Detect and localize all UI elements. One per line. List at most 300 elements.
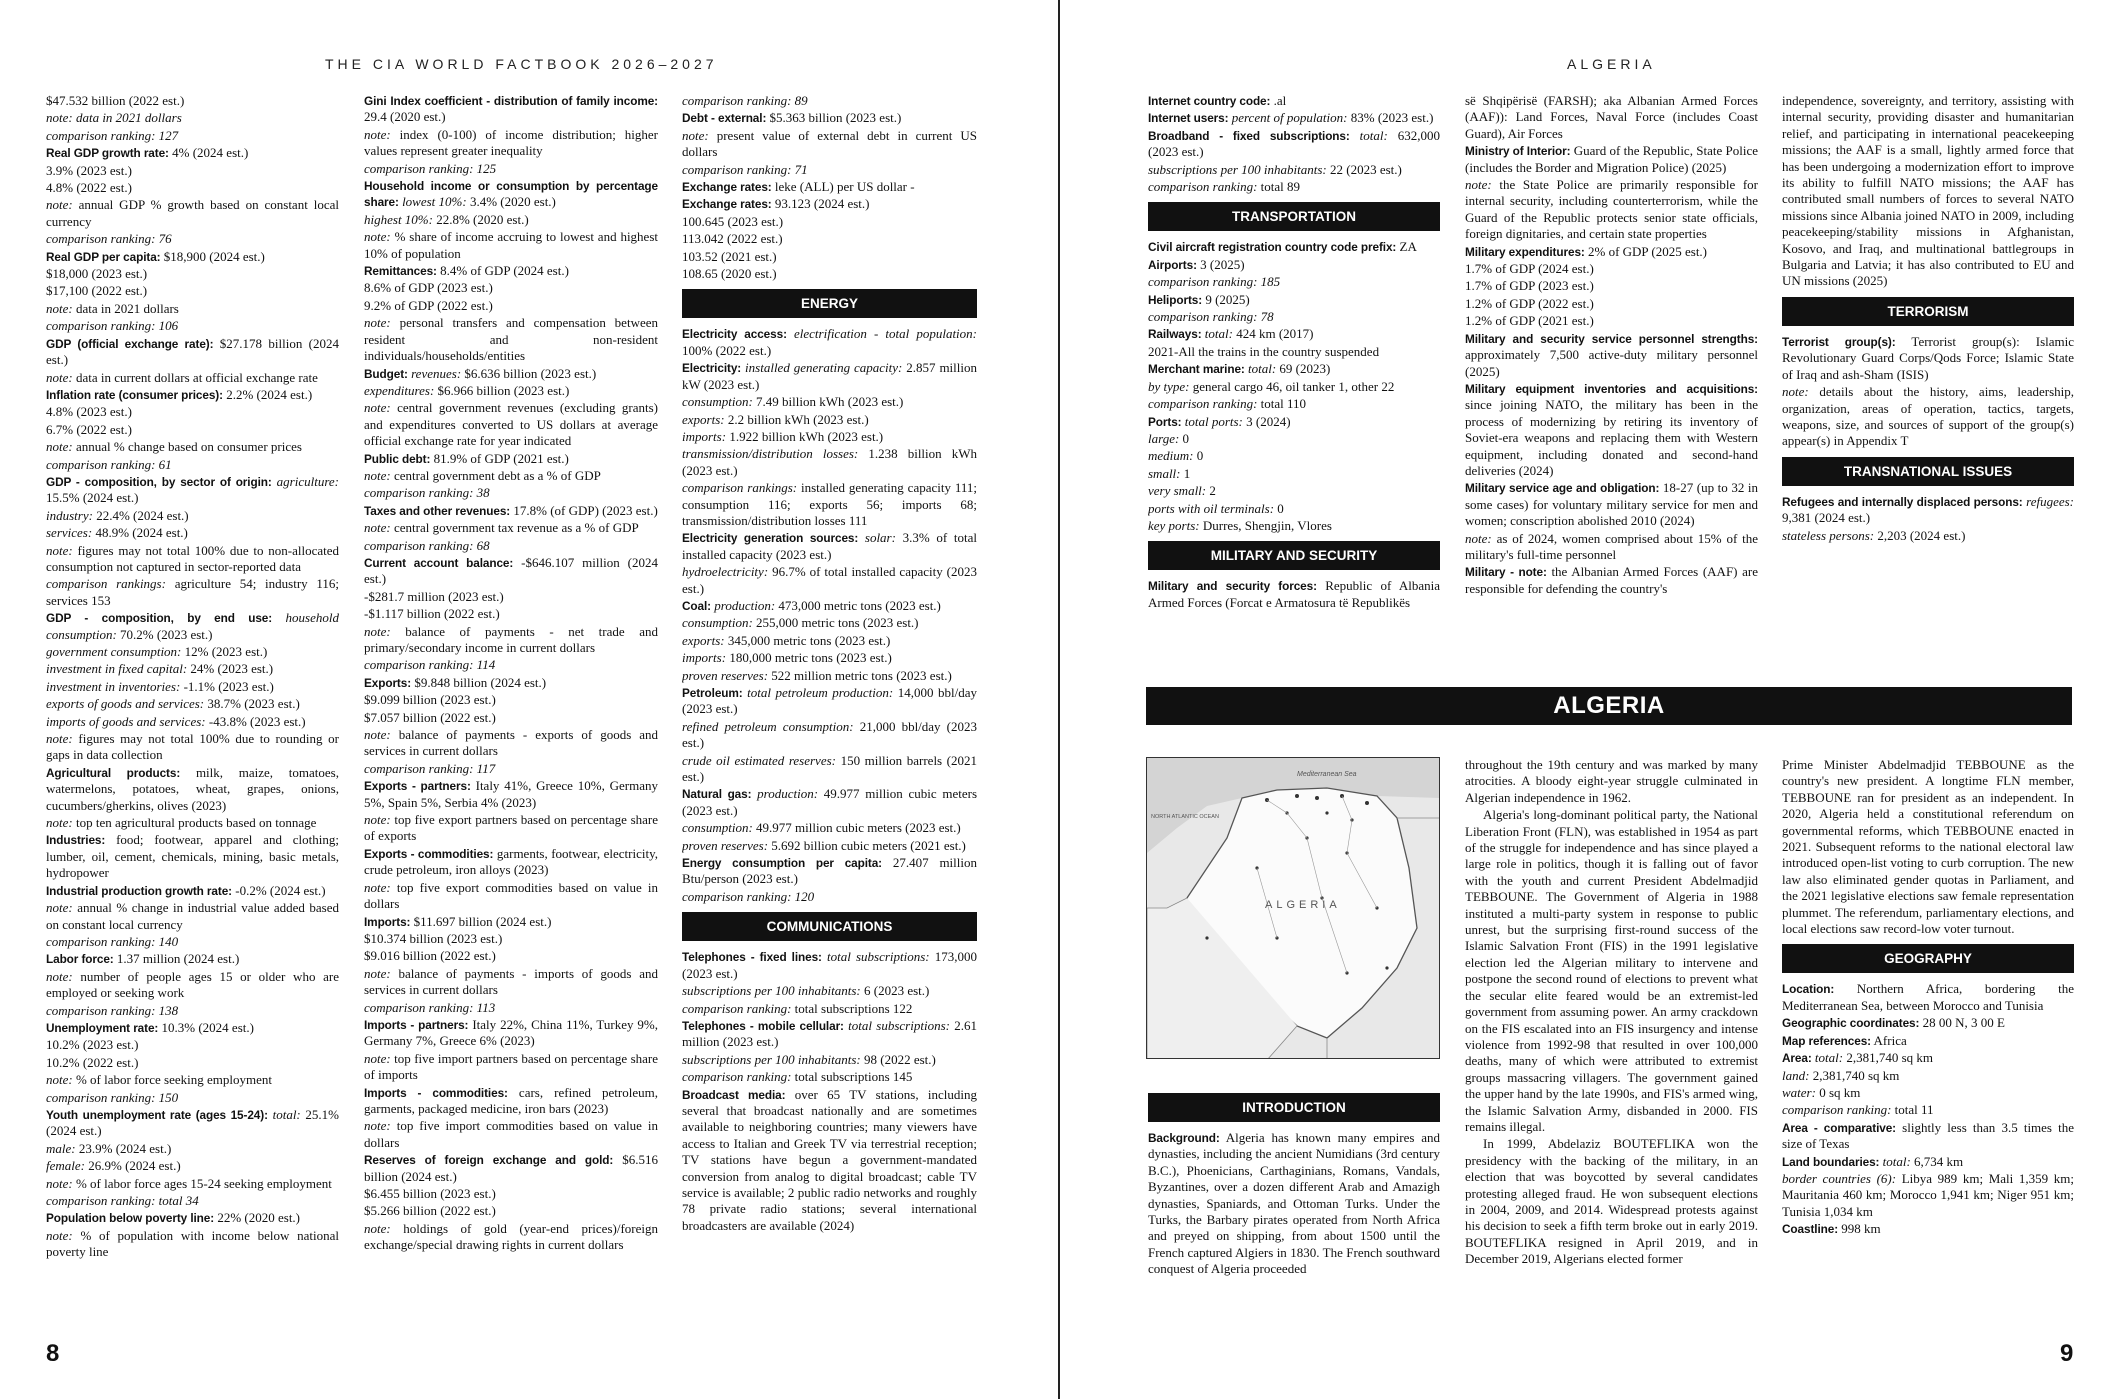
- fact-value: $5.363 billion (2023 est.): [769, 110, 902, 126]
- fact-sublabel: total subscriptions:: [848, 1017, 950, 1033]
- fact-ranking: comparison ranking: 117: [364, 760, 496, 776]
- fact-entry: [364, 212, 658, 228]
- fact-ranking: comparison ranking: 61: [46, 456, 172, 472]
- fact-entry: [364, 315, 658, 364]
- fact-label: Terrorist group(s):: [1782, 334, 1896, 349]
- fact-value: top five import partners based on percentage share of imports: [364, 1050, 658, 1083]
- fact-value: 0: [1277, 500, 1284, 516]
- fact-sublabel: comparison rankings:: [46, 576, 166, 592]
- fact-entry: [1465, 313, 1758, 329]
- fact-entry: [682, 753, 977, 786]
- fact-value: installed generating capacity 111; consumption 116; exports 56; imports 68; transmission/distribution losses 111: [682, 480, 977, 528]
- fact-sublabel: production:: [714, 597, 776, 613]
- fact-value: the State Police are primarily responsible for internal security, including counterterrorism, while the Guard of the Republic protects senior state officials, foreign dignitaries, and certain state properties: [1465, 177, 1758, 242]
- fact-entry: [46, 714, 339, 730]
- fact-entry: [1148, 483, 1440, 499]
- fact-entry: [364, 520, 658, 536]
- fact-value: data in current dollars at official exchange rate: [75, 369, 318, 385]
- fact-sublabel: solar:: [864, 530, 896, 546]
- fact-value: 2.2 billion kWh (2023 est.): [727, 411, 869, 427]
- fact-entry: [46, 525, 339, 541]
- fact-label: Remittances:: [364, 264, 437, 279]
- fact-sublabel: land:: [1782, 1067, 1810, 1083]
- fact-ranking: comparison ranking: 106: [46, 318, 179, 334]
- fact-entry: [364, 280, 658, 296]
- fact-note-label: note:: [46, 900, 73, 916]
- fact-entry: [46, 1020, 339, 1036]
- fact-note-label: note:: [364, 965, 391, 981]
- fact-value: 22.4% (2024 est.): [96, 507, 189, 523]
- algeria-geography-column: [1782, 757, 2074, 1323]
- fact-sublabel: comparison ranking:: [1148, 396, 1258, 412]
- map-ocean-label: NORTH ATLANTIC OCEAN: [1151, 814, 1219, 820]
- fact-label: Industries:: [46, 833, 106, 848]
- fact-value: as of 2024, women comprised about 15% of the military's full-time personnel: [1465, 530, 1758, 562]
- fact-value: 21,000 bbl/day (2023 est.): [682, 718, 977, 751]
- fact-entry: [1782, 384, 2074, 450]
- fact-sublabel: comparison ranking:: [682, 1069, 792, 1085]
- fact-entry: [364, 383, 658, 399]
- fact-entry: [682, 196, 977, 212]
- fact-label: Exports:: [364, 675, 412, 690]
- fact-sublabel: agriculture:: [276, 473, 339, 489]
- fact-entry: [1148, 396, 1440, 412]
- fact-label: Internet country code:: [1148, 94, 1271, 108]
- fact-value: 2021-All the trains in the country suspended: [1148, 343, 1380, 359]
- fact-value: 6.7% (2022 est.): [46, 421, 132, 437]
- fact-entry: [46, 283, 339, 299]
- fact-entry: [46, 934, 339, 950]
- fact-value: .al: [1273, 93, 1287, 108]
- fact-value: $17,100 (2022 est.): [46, 283, 148, 299]
- running-header-right: ALGERIA: [1567, 56, 1656, 72]
- fact-value: 108.65 (2020 est.): [682, 266, 777, 282]
- fact-note-label: note:: [364, 1050, 391, 1066]
- fact-label: Current account balance:: [364, 555, 514, 570]
- fact-value: 345,000 metric tons (2023 est.): [727, 632, 891, 648]
- fact-entry: [364, 1000, 658, 1016]
- fact-entry: [364, 880, 658, 913]
- fact-entry: [364, 778, 658, 811]
- fact-entry: [682, 598, 977, 614]
- fact-value: 25.1% (2024 est.): [46, 1106, 339, 1139]
- fact-entry: [364, 624, 658, 657]
- algeria-history-column: [1465, 757, 1758, 1323]
- fact-value: $5.266 billion (2022 est.): [364, 1203, 496, 1219]
- fact-label: Gini Index coefficient - distribution of family income:: [364, 94, 658, 108]
- fact-entry: [1782, 1033, 2074, 1049]
- fact-entry: [46, 1193, 339, 1209]
- fact-value: approximately 7,500 active-duty military personnel (2025): [1465, 347, 1758, 379]
- fact-value: 3.3% of total installed capacity (2023 est.): [682, 530, 977, 562]
- fact-entry: [46, 145, 339, 161]
- fact-value: 0: [1196, 448, 1204, 464]
- fact-entry: [1465, 531, 1758, 564]
- fact-entry: [1782, 334, 2074, 383]
- fact-value: 1.37 million (2024 est.): [116, 951, 240, 967]
- fact-entry: [46, 610, 339, 643]
- fact-entry: [46, 543, 339, 576]
- left-column-1: [46, 93, 339, 1323]
- fact-value: 9,381 (2024 est.): [1782, 510, 1871, 526]
- fact-note-label: note:: [46, 542, 73, 558]
- fact-label: Military equipment inventories and acquisitions:: [1465, 381, 1758, 396]
- fact-value: $18,900 (2024 est.): [163, 248, 265, 264]
- right-column-3: [1782, 93, 2074, 653]
- section-heading: TRANSPORTATION: [1148, 202, 1440, 231]
- fact-ranking: comparison ranking: 125: [364, 160, 497, 176]
- fact-label: Ministry of Interior:: [1465, 144, 1571, 159]
- fact-value: 3.4% (2020 est.): [469, 194, 556, 210]
- fact-value: Guard of the Republic, State Police (includes the Border and Migration Police) (2025): [1465, 143, 1758, 175]
- fact-label: Location:: [1782, 982, 1835, 997]
- fact-entry: [1148, 578, 1440, 611]
- section-heading: GEOGRAPHY: [1782, 944, 2074, 973]
- fact-entry: [1782, 1120, 2074, 1153]
- fact-value: 9.2% of GDP (2022 est.): [364, 297, 493, 313]
- fact-sublabel: large:: [1148, 430, 1180, 446]
- fact-value: 22 (2023 est.): [1330, 161, 1402, 177]
- intro-column: [1148, 1093, 1440, 1323]
- fact-note-label: note:: [46, 1072, 73, 1088]
- fact-note-label: note:: [364, 126, 391, 142]
- fact-value: total subscriptions 145: [794, 1069, 913, 1085]
- fact-value: since joining NATO, the military has been in the process of modernizing by retiring its inventory of Soviet-era weapons and replacing them with Western equipment, including donated and second-hand deliveries (2024): [1465, 397, 1758, 478]
- fact-label: Exchange rates:: [682, 197, 772, 212]
- fact-value: 26.9% (2024 est.): [88, 1158, 181, 1174]
- fact-value: food; footwear, apparel and clothing; lumber, oil, cement, chemicals, mining, basic metals, hydropower: [46, 832, 339, 881]
- fact-value: 22% (2020 est.): [217, 1210, 301, 1226]
- fact-sublabel: subscriptions per 100 inhabitants:: [1148, 161, 1327, 177]
- fact-value: 4% (2024 est.): [172, 145, 249, 161]
- fact-entry: [46, 1003, 339, 1019]
- fact-value: -1.1% (2023 est.): [183, 678, 274, 694]
- fact-value: the Albanian Armed Forces (AAF) are responsible for defending the country's: [1465, 564, 1758, 596]
- fact-value: $7.057 billion (2022 est.): [364, 709, 496, 725]
- history-paragraph: Algeria's long-dominant political party, the National Liberation Front (FLN), was established in 1954 as part of the struggle for independence and has since played a large role in politics, though it is falling out of favor with the youth and current President Abdelmadjid TEBBOUNE. The Government of Algeria in 1988 instituted a multi-party system in response to public unrest, but the surprising first-round success of the Islamic Salvation Front (FIS) in the 1991 legislative election led the Algerian military to intervene and postpone the second round of elections to prevent what the secular elite feared would be an extremist-led government from assuming power. An army crackdown on the FIS escalated into an FIS insurgency and intense violence from 1992-98 that resulted in over 100,000 deaths, many of which were attributed to extremist groups massacring villagers. The government gained the upper hand by the late 1990s, and FIS's armed wing, the Islamic Salvation Army, disbanded in 2000. FIS remains illegal.: [1465, 807, 1758, 1134]
- fact-label: Real GDP per capita:: [46, 249, 161, 264]
- fact-sublabel: subscriptions per 100 inhabitants:: [682, 983, 861, 999]
- fact-entry: [682, 668, 977, 684]
- fact-ranking: comparison ranking: 150: [46, 1089, 179, 1105]
- fact-value: top five import commodities based on value in dollars: [364, 1118, 658, 1150]
- fact-sublabel: male:: [46, 1140, 76, 1156]
- fact-value: Africa: [1873, 1032, 1907, 1048]
- fact-sublabel: proven reserves:: [682, 837, 769, 853]
- fact-value: -$1.117 billion (2022 est.): [364, 606, 500, 622]
- fact-value: 6,734 km: [1914, 1153, 1964, 1169]
- fact-entry: [1148, 501, 1440, 517]
- fact-value: central government debt as a % of GDP: [393, 467, 601, 483]
- fact-value: 28 00 N, 3 00 E: [1922, 1015, 2005, 1031]
- fact-value: 8.6% of GDP (2023 est.): [364, 280, 493, 296]
- fact-entry: [46, 110, 339, 126]
- fact-entry: [1465, 278, 1758, 294]
- fact-value: slightly less than 3.5 times the size of Texas: [1782, 1119, 2074, 1152]
- fact-note-label: note:: [46, 731, 73, 747]
- fact-value: 18-27 (up to 32 in some cases) for voluntary military service for men and women; conscription abolished 2010 (2024): [1465, 480, 1758, 529]
- fact-entry: [364, 1017, 658, 1050]
- fact-label: Telephones - mobile cellular:: [682, 1018, 844, 1033]
- page-number-right: 9: [2060, 1340, 2074, 1367]
- fact-entry: [364, 366, 658, 382]
- section-heading: TRANSNATIONAL ISSUES: [1782, 457, 2074, 486]
- fact-value: 8.4% of GDP (2024 est.): [440, 263, 569, 279]
- fact-entry: [1148, 518, 1440, 534]
- fact-entry: [364, 692, 658, 708]
- fact-entry: [46, 266, 339, 282]
- fact-value: 998 km: [1841, 1221, 1881, 1237]
- fact-entry: [364, 127, 658, 160]
- map-sea-label: Mediterranean Sea: [1297, 771, 1357, 778]
- fact-entry: [364, 812, 658, 845]
- fact-value: independence, sovereignty, and territory, assisting with internal security, providing disaster and humanitarian relief, and participating in international peacekeeping missions; the AAF is a small, lightly armed force that has been undergoing a modernization effort to improve its ability to fulfill NATO missions; the AAF has contributed small numbers of forces to several NATO missions since Albania joined NATO in 2009, including peacekeeping/stability missions in Afghanistan, Kosovo, and Iraq, and multinational battlegroups in Bulgaria and Latvia; it has also contributed to EU and UN missions (2025): [1782, 93, 2074, 289]
- fact-value: 15.5% (2024 est.): [46, 490, 139, 506]
- fact-entry: [682, 786, 977, 819]
- fact-value: 2% of GDP (2025 est.): [1587, 243, 1708, 259]
- fact-entry: [682, 838, 977, 854]
- fact-value: general cargo 46, oil tanker 1, other 22: [1192, 378, 1395, 394]
- fact-entry: [364, 761, 658, 777]
- fact-label: Airports:: [1148, 257, 1197, 272]
- fact-entry: [46, 679, 339, 695]
- fact-entry: [364, 178, 658, 211]
- fact-entry: [1465, 93, 1758, 142]
- fact-value: 2.857 million kW (2023 est.): [682, 360, 977, 392]
- fact-sublabel: consumption:: [682, 615, 753, 631]
- fact-entry: [364, 1085, 658, 1118]
- fact-entry: [682, 128, 977, 161]
- fact-entry: [1148, 431, 1440, 447]
- fact-value: $6.516 billion (2024 est.): [364, 1152, 658, 1184]
- fact-entry: [1148, 93, 1440, 109]
- fact-value: agriculture 54; industry 116; services 153: [46, 576, 339, 608]
- fact-value: 3 (2025): [1200, 256, 1245, 272]
- running-header-left: THE CIA WORLD FACTBOOK 2026–2027: [325, 56, 718, 72]
- fact-label: Refugees and internally displaced persons:: [1782, 494, 2023, 509]
- fact-entry: [1148, 344, 1440, 360]
- fact-label: Agricultural products:: [46, 765, 181, 780]
- fact-entry: [1148, 257, 1440, 273]
- fact-value: central government revenues (excluding grants) and expenditures converted to US dollars at average official exchange rate for year indicated: [364, 400, 658, 449]
- fact-entry: [46, 370, 339, 386]
- fact-entry: [364, 93, 658, 126]
- fact-entry: [682, 983, 977, 999]
- fact-value: $6.636 billion (2023 est.): [464, 365, 597, 381]
- fact-entry: [46, 883, 339, 899]
- fact-value: 24% (2023 est.): [190, 661, 274, 677]
- fact-value: 5.692 billion cubic meters (2021 est.): [771, 837, 966, 853]
- fact-entry: [682, 360, 977, 393]
- fact-entry: [1148, 162, 1440, 178]
- fact-label: GDP - composition, by end use:: [46, 611, 273, 626]
- fact-sublabel: refined petroleum consumption:: [682, 718, 854, 734]
- fact-entry: [364, 400, 658, 449]
- fact-sublabel: total:: [1247, 361, 1277, 377]
- fact-entry: [46, 180, 339, 196]
- fact-entry: [1465, 296, 1758, 312]
- fact-value: Terrorist group(s): Islamic Revolutionary Guard Corps/Qods Force; Islamic State of Iraq and ash-Sham (ISIS): [1782, 333, 2074, 382]
- fact-value: 98 (2022 est.): [864, 1051, 936, 1067]
- fact-value: top five export partners based on percentage share of exports: [364, 812, 658, 844]
- fact-entry: [46, 576, 339, 609]
- fact-value: -0.2% (2024 est.): [235, 882, 326, 898]
- fact-value: garments, footwear, electricity, crude petroleum, iron alloys (2023): [364, 845, 658, 878]
- fact-entry: [682, 1018, 977, 1051]
- fact-value: Libya 989 km; Mali 1,359 km; Mauritania 460 km; Morocco 1,941 km; Niger 951 km; Tunisia 1,034 km: [1782, 1170, 2074, 1219]
- fact-ranking: comparison ranking: 71: [682, 161, 808, 177]
- fact-sublabel: industry:: [46, 507, 93, 523]
- fact-value: -$646.107 million (2024 est.): [364, 554, 658, 587]
- fact-entry: [46, 765, 339, 814]
- fact-sublabel: production:: [757, 786, 819, 802]
- fact-value: 0 sq km: [1819, 1084, 1861, 1100]
- fact-sublabel: crude oil estimated reserves:: [682, 752, 836, 768]
- fact-entry: [46, 474, 339, 507]
- fact-label: Ports:: [1148, 414, 1182, 429]
- fact-value: 93.123 (2024 est.): [774, 196, 870, 212]
- fact-value: holdings of gold (year-end prices)/foreign exchange/special drawing rights in current dollars: [364, 1220, 658, 1253]
- fact-entry: [682, 162, 977, 178]
- fact-value: milk, maize, tomatoes, watermelons, potatoes, wheat, grapes, onions, cucumbers/gherkins, olives (2023): [46, 764, 339, 813]
- fact-note-label: note:: [46, 197, 73, 213]
- fact-value: 1.7% of GDP (2023 est.): [1465, 278, 1594, 294]
- fact-entry: [1148, 361, 1440, 377]
- fact-sublabel: ports with oil terminals:: [1148, 500, 1275, 516]
- fact-note-label: note:: [46, 369, 73, 385]
- fact-value: 522 million metric tons (2023 est.): [771, 667, 952, 683]
- fact-value: 2,203 (2024 est.): [1877, 527, 1966, 543]
- fact-note-label: note:: [46, 439, 73, 455]
- fact-ranking: comparison ranking: 140: [46, 933, 179, 949]
- fact-entry: [682, 231, 977, 247]
- fact-entry: [364, 914, 658, 930]
- fact-ranking: comparison ranking: 89: [682, 93, 808, 108]
- fact-value: 632,000 (2023 est.): [1148, 127, 1440, 160]
- left-column-2: [364, 93, 658, 1323]
- fact-entry: [1782, 1171, 2074, 1220]
- fact-sublabel: imports:: [682, 650, 727, 666]
- fact-entry: [682, 650, 977, 666]
- fact-ranking: comparison ranking: 114: [364, 657, 496, 673]
- fact-entry: [364, 1221, 658, 1254]
- fact-entry: [46, 1141, 339, 1157]
- fact-value: 4.8% (2023 est.): [46, 404, 132, 420]
- fact-value: over 65 TV stations, including several that broadcast nationally and are sometimes available to neighboring countries; many viewers have access to Italian and Greek TV via terrestrial reception; TV stations have begun a government-mandated conversion from analog to digital broadcast; cable TV service is available; 2 public radio networks and roughly 78 private radio stations; several international broadcasters are available (2024): [682, 1086, 977, 1233]
- fact-entry: [682, 249, 977, 265]
- page-number-left: 8: [46, 1340, 60, 1367]
- fact-value: 7.49 billion kWh (2023 est.): [756, 394, 904, 410]
- fact-value: $6.966 billion (2023 est.): [437, 382, 570, 398]
- fact-sublabel: total:: [1204, 326, 1233, 342]
- fact-value: 2,381,740 sq km: [1846, 1050, 1934, 1066]
- fact-sublabel: exports of goods and services:: [46, 696, 205, 712]
- fact-entry: [682, 855, 977, 888]
- fact-label: Internet users:: [1148, 111, 1229, 126]
- fact-value: 3 (2024): [1246, 413, 1291, 429]
- fact-note-label: note:: [46, 815, 73, 831]
- fact-value: 14,000 bbl/day (2023 est.): [682, 685, 977, 717]
- fact-value: Italy 41%, Greece 10%, Germany 5%, Spain 5%, Serbia 4% (2023): [364, 778, 658, 810]
- fact-entry: [364, 503, 658, 519]
- fact-value: 180,000 metric tons (2023 est.): [729, 650, 892, 666]
- fact-sublabel: water:: [1782, 1084, 1816, 1100]
- fact-value: -43.8% (2023 est.): [208, 713, 306, 729]
- fact-sublabel: key ports:: [1148, 517, 1200, 533]
- fact-entry: [364, 675, 658, 691]
- fact-label: Exchange rates:: [682, 180, 772, 195]
- fact-value: 1.2% of GDP (2021 est.): [1465, 313, 1594, 329]
- fact-label: Land boundaries:: [1782, 1154, 1880, 1169]
- map-country-label: ALGERIA: [1265, 899, 1341, 911]
- fact-sublabel: total petroleum production:: [747, 685, 894, 700]
- fact-sublabel: subscriptions per 100 inhabitants:: [682, 1051, 861, 1067]
- fact-sublabel: border countries (6):: [1782, 1170, 1897, 1186]
- fact-entry: [1465, 143, 1758, 176]
- fact-entry: [1148, 239, 1440, 255]
- fact-value: personal transfers and compensation between resident and non-resident individuals/households/entities: [364, 315, 658, 364]
- fact-label: Telephones - fixed lines:: [682, 950, 822, 965]
- fact-value: $11.697 billion (2024 est.): [413, 913, 552, 929]
- fact-sublabel: consumption:: [682, 820, 753, 836]
- section-heading: ENERGY: [682, 289, 977, 318]
- fact-ranking: comparison ranking: 185: [1148, 274, 1281, 290]
- fact-entry: [364, 555, 658, 588]
- fact-entry: [46, 900, 339, 933]
- fact-sublabel: revenues:: [411, 365, 462, 381]
- fact-sublabel: government consumption:: [46, 644, 182, 659]
- fact-entry: [46, 318, 339, 334]
- fact-entry: [46, 815, 339, 831]
- fact-label: Labor force:: [46, 952, 114, 967]
- fact-entry: [46, 661, 339, 677]
- fact-ranking: comparison ranking: total 34: [46, 1193, 199, 1208]
- politics-paragraph: Prime Minister Abdelmadjid TEBBOUNE as the country's new president. A longtime FLN member, TEBBOUNE ran for president as an independent. In 2020, Algeria held a constitutional referendum on governmental reforms, which TEBBOUNE enacted in 2021. Subsequent reforms to the national electoral law introduced open-list voting to curb corruption. The new law also eliminated gender quotas in Parliament, and the 2021 legislative elections saw female representation plummet. The referendum, parliamentary elections, and local elections saw record-low voter turnout.: [1782, 757, 2074, 937]
- fact-entry: [1465, 244, 1758, 260]
- fact-entry: [364, 710, 658, 726]
- fact-entry: [682, 685, 977, 718]
- fact-value: 424 km (2017): [1236, 326, 1314, 342]
- fact-value: 173,000 (2023 est.): [682, 949, 977, 981]
- fact-ranking: comparison ranking: 38: [364, 485, 490, 501]
- fact-value: $47.532 billion (2022 est.): [46, 93, 185, 108]
- fact-entry: [682, 446, 977, 479]
- fact-label: Coal:: [682, 598, 711, 613]
- fact-entry: [46, 951, 339, 967]
- fact-note-label: note:: [1465, 530, 1492, 546]
- fact-label: Electricity generation sources:: [682, 531, 859, 546]
- algeria-map-drawing: [1147, 758, 1440, 1059]
- fact-entry: [682, 949, 977, 982]
- history-paragraph: In 1999, Abdelaziz BOUTEFLIKA won the presidency with the backing of the military, in an election that was boycotted by several candidates protesting alleged fraud. He won subsequent elections in 2004, 2009, and 2014. Widespread protests against his decision to seek a fifth term broke out in early 2019. BOUTEFLIKA resigned in April 2019, and in December 2019, Algerians elected former: [1465, 1136, 1758, 1267]
- history-paragraph: throughout the 19th century and was marked by many atrocities. A bloody eight-year struggle culminated in Algerian independence in 1962.: [1465, 757, 1758, 805]
- fact-value: -$281.7 million (2023 est.): [364, 588, 504, 604]
- fact-label: GDP - composition, by sector of origin:: [46, 474, 272, 489]
- fact-value: 49.977 million cubic meters (2023 est.): [756, 820, 961, 836]
- fact-value: annual GDP % growth based on constant local currency: [46, 197, 339, 229]
- fact-value: index (0-100) of income distribution; higher values represent greater inequality: [364, 126, 658, 159]
- fact-entry: [46, 644, 339, 660]
- fact-entry: [46, 1055, 339, 1071]
- fact-sublabel: imports of goods and services:: [46, 713, 206, 729]
- fact-sublabel: total:: [1359, 127, 1388, 143]
- fact-value: së Shqipërisë (FARSH); aka Albanian Armed Forces (AAF)): Land Forces, Naval Force (includes Coast Guard), Air Forces: [1465, 93, 1758, 141]
- fact-value: 4.8% (2022 est.): [46, 180, 132, 196]
- fact-label: Petroleum:: [682, 686, 743, 700]
- fact-value: % of population with income below national poverty line: [46, 1227, 339, 1260]
- fact-label: Imports - commodities:: [364, 1085, 508, 1100]
- fact-value: Italy 22%, China 11%, Turkey 9%, Germany 7%, Greece 6% (2023): [364, 1016, 658, 1049]
